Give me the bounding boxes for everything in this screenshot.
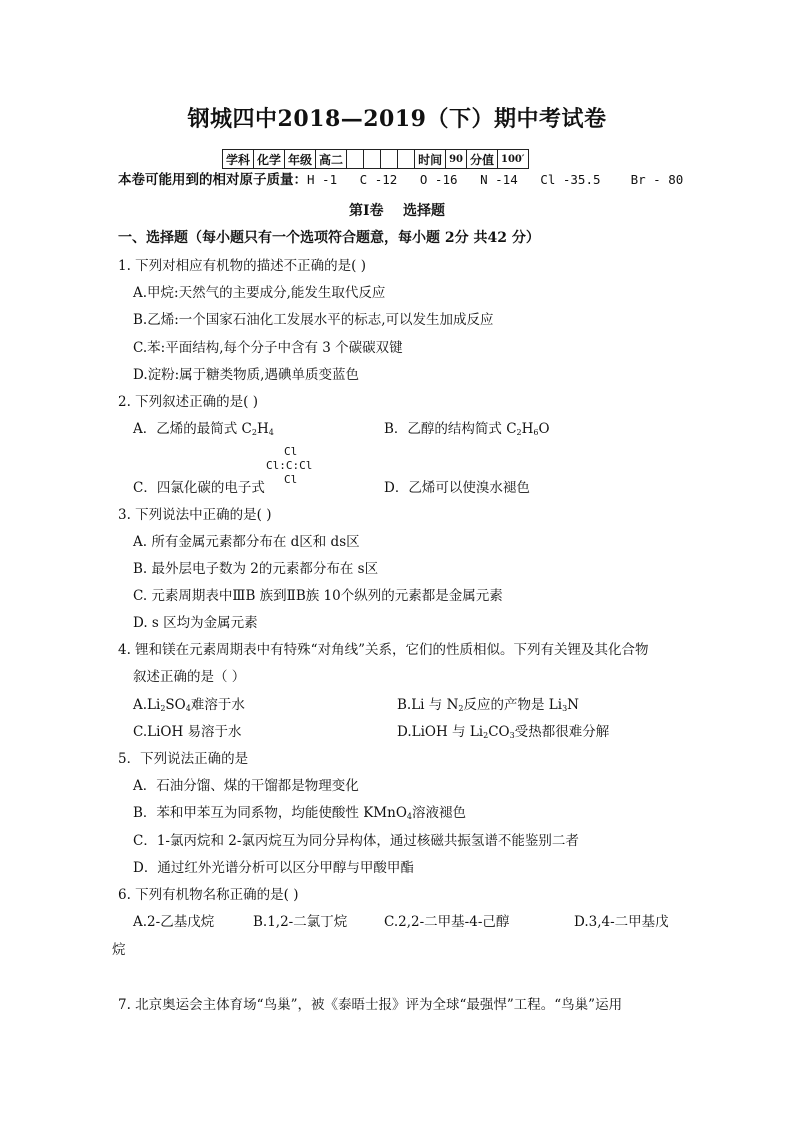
q4-d-text: CO	[488, 724, 510, 740]
q2-option-a	[133, 420, 274, 442]
subscript: 4	[268, 428, 274, 437]
q2-a-text: A．乙烯的最简式 C	[133, 421, 252, 437]
q5-option-c: C．1-氯丙烷和 2-氯丙烷互为同分异构体，通过核磁共振氢谱不能鉴别二者	[133, 833, 579, 849]
q4-b-text: N	[567, 697, 579, 713]
subscript: 3	[562, 704, 568, 713]
q4-a-text: SO	[165, 697, 186, 713]
q2-option-c: C．四氯化碳的电子式	[133, 480, 265, 496]
q3-option-d: D. s 区均为金属元素	[133, 615, 258, 631]
q4-d-text: 受热都很难分解	[514, 724, 610, 740]
subscript: 6	[533, 428, 539, 437]
q1-option-a: A.甲烷:天然气的主要成分,能发生取代反应	[133, 285, 386, 301]
q6-option-d: D.3,4-二甲基戊	[574, 914, 669, 930]
atomic-mass-label: 本卷可能用到的相对原子质量：	[118, 172, 307, 188]
subscript: 2	[458, 704, 464, 713]
q4-option-b	[397, 696, 579, 718]
q5-stem: 5．下列说法正确的是	[118, 751, 249, 767]
q5-b-text: B．苯和甲苯互为同系物，均能使酸性 KMnO	[133, 805, 407, 821]
q3-option-b: B. 最外层电子数为 2的元素都分布在 s区	[133, 561, 379, 577]
q6-option-b: B.1,2-二氯丁烷	[253, 914, 348, 930]
q3-option-c: C. 元素周期表中ⅢB 族到ⅡB族 10个纵列的元素都是金属元素	[133, 588, 503, 604]
subscript: 3	[509, 731, 515, 740]
subscript: 4	[185, 704, 191, 713]
subscript: 2	[516, 428, 522, 437]
subscript: 2	[160, 704, 166, 713]
ccl4-lewis-structure	[266, 446, 322, 490]
info-cell-empty	[398, 150, 415, 169]
q3-option-a: A. 所有金属元素都分布在 d区和 ds区	[133, 534, 360, 550]
info-cell-empty	[381, 150, 398, 169]
q5-option-b	[133, 804, 466, 826]
q4-a-text: 难溶于水	[190, 697, 245, 713]
lewis-bottom-cl: Cl	[284, 473, 298, 486]
q6-option-a: A.2-乙基戊烷	[133, 914, 215, 930]
info-cell-subject: 化学	[254, 150, 285, 169]
q5-option-d: D．通过红外光谱分析可以区分甲醇与甲酸甲酯	[133, 860, 414, 876]
q2-option-b	[384, 420, 550, 442]
q6-option-d-wrap: 烷	[112, 942, 126, 958]
lewis-middle-row: Cl:C:Cl	[266, 459, 313, 472]
info-cell-subject-label: 学科	[223, 150, 254, 169]
q4-a-text: A.Li	[133, 697, 161, 713]
subscript: 2	[483, 731, 489, 740]
exam-title: 钢城四中2018—2019（下）期中考试卷	[187, 106, 607, 132]
exam-info-table	[222, 149, 529, 169]
lewis-top-cl: Cl	[284, 445, 298, 458]
q4-option-c: C.LiOH 易溶于水	[133, 724, 242, 740]
info-cell-grade-label: 年级	[285, 150, 316, 169]
q4-option-d	[397, 723, 609, 745]
part1-heading: 一、选择题（每小题只有一个选项符合题意，每小题 2分 共42 分）	[118, 230, 540, 246]
info-cell-grade: 高二	[316, 150, 347, 169]
q2-b-text: O	[538, 421, 550, 437]
q1-option-b: B.乙烯:一个国家石油化工发展水平的标志,可以发生加成反应	[133, 312, 494, 328]
q5-b-text: 溶液褪色	[411, 805, 466, 821]
atomic-mass-line	[118, 171, 683, 189]
subscript: 2	[251, 428, 257, 437]
q6-option-c: C.2,2-二甲基-4-己醇	[384, 914, 510, 930]
section-title: 第Ⅰ卷 选择题	[348, 203, 446, 219]
q4-b-text: 反应的产物是 Li	[463, 697, 563, 713]
q6-stem: 6. 下列有机物名称正确的是( )	[118, 887, 299, 903]
q1-option-c: C.苯:平面结构,每个分子中含有 3 个碳碳双键	[133, 340, 403, 356]
q4-stem-line1: 4. 锂和镁在元素周期表中有特殊“对角线”关系，它们的性质相似。下列有关锂及其化合物	[118, 642, 649, 658]
info-cell-time: 90	[446, 150, 467, 169]
q4-d-text: D.LiOH 与 Li	[397, 724, 484, 740]
atomic-mass-values: H -1 C -12 O -16 N -14 Cl -35.5 Br - 80	[307, 172, 684, 187]
q2-stem: 2. 下列叙述正确的是( )	[118, 394, 258, 410]
q3-stem: 3. 下列说法中正确的是( )	[118, 507, 272, 523]
q5-option-a: A．石油分馏、煤的干馏都是物理变化	[133, 778, 359, 794]
q2-b-text: B．乙醇的结构简式 C	[384, 421, 517, 437]
q4-option-a	[133, 696, 245, 718]
q1-option-d: D.淀粉:属于糖类物质,遇碘单质变蓝色	[133, 367, 359, 383]
q2-a-text: H	[256, 421, 269, 437]
info-cell-empty	[364, 150, 381, 169]
q1-stem: 1. 下列对相应有机物的描述不正确的是( )	[118, 258, 366, 274]
info-cell-time-label: 时间	[415, 150, 446, 169]
info-cell-empty	[347, 150, 364, 169]
q7-stem: 7. 北京奥运会主体育场“鸟巢”，被《泰晤士报》评为全球“最强悍”工程。“鸟巢”运用	[118, 997, 623, 1013]
q2-option-d: D．乙烯可以使溴水褪色	[384, 480, 530, 496]
q4-b-text: B.Li 与 N	[397, 697, 459, 713]
q4-stem-line2: 叙述正确的是（ ）	[133, 669, 246, 685]
info-cell-score: 100′	[498, 150, 529, 169]
info-cell-score-label: 分值	[467, 150, 498, 169]
q2-b-text: H	[521, 421, 534, 437]
subscript: 4	[406, 812, 412, 821]
